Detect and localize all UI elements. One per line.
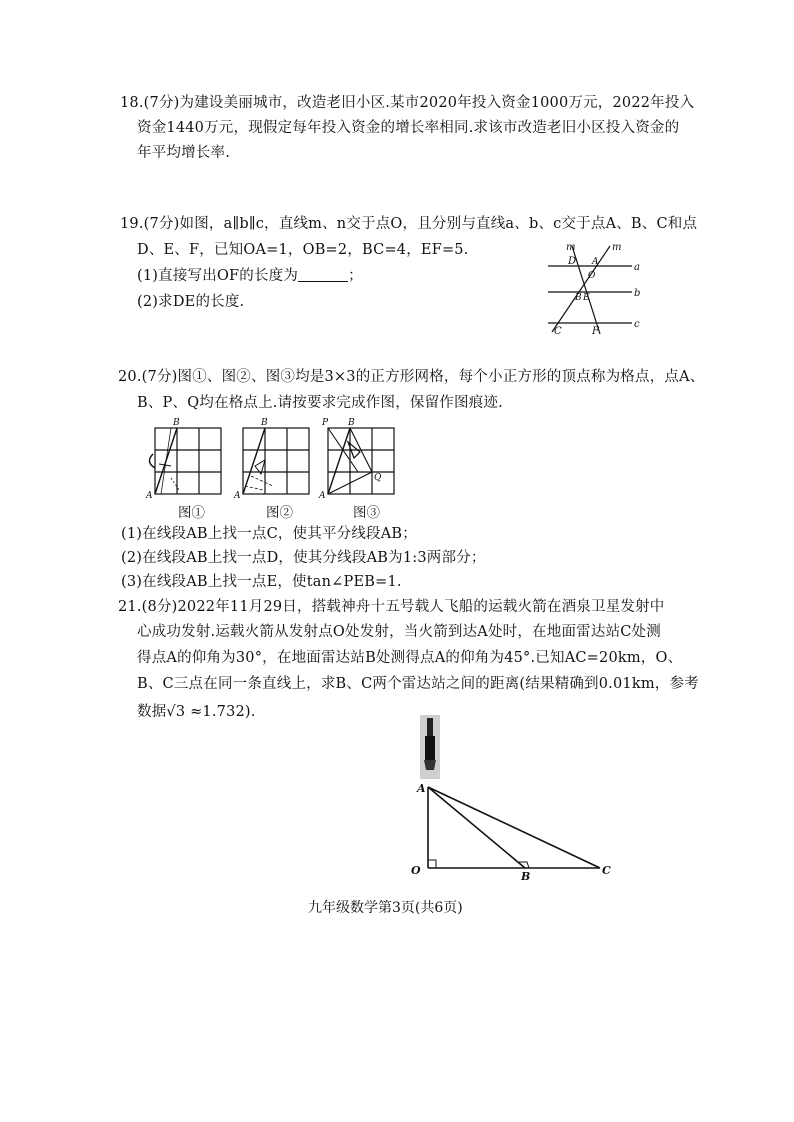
q20-item3: (3)在线段AB上找一点E，使tan∠PEB=1.: [121, 574, 402, 590]
q21-line1: 21.(8分)2022年11月29日，搭载神舟十五号载人飞船的运载火箭在酒泉卫星发射中: [118, 599, 665, 615]
answer-blank[interactable]: [298, 267, 348, 282]
q19-line2: D、E、F，已知OA=1，OB=2，BC=4，EF=5.: [137, 242, 469, 258]
q21-label-B: B: [521, 870, 531, 882]
q21-line5: 数据√3 ≈1.732).: [137, 704, 256, 720]
caption-figure-3: 图③: [353, 505, 380, 521]
grid-figure-1: [145, 416, 229, 500]
q21-line3: 得点A的仰角为30°，在地面雷达站B处测得点A的仰角为45°.已知AC=20km，O、: [137, 650, 683, 666]
label-A: A: [592, 257, 599, 267]
label-C: C: [554, 326, 562, 337]
q20-item1: (1)在线段AB上找一点C，使其平分线段AB；: [121, 526, 417, 542]
grid-figure-2: [233, 416, 317, 500]
label-a: a: [634, 262, 640, 273]
grid3-label-P: P: [322, 418, 329, 428]
q19-line1: 19.(7分)如图，a∥b∥c，直线m、n交于点O，且分别与直线a、b、c交于点A、B、C和点: [120, 216, 698, 232]
grid3-label-Q: Q: [374, 473, 382, 483]
q20-line1: 20.(7分)图①、图②、图③均是3×3的正方形网格，每个小正方形的顶点称为格点，点A、: [118, 369, 705, 385]
q18-line1: 18.(7分)为建设美丽城市，改造老旧小区.某市2020年投入资金1000万元，2022年投入: [120, 95, 695, 111]
grid1-label-B: B: [173, 418, 180, 428]
grid-figure-3: [318, 416, 408, 500]
label-D: D: [568, 256, 577, 267]
grid2-label-B: B: [261, 418, 268, 428]
q21-label-O: O: [411, 864, 421, 877]
q21-line4: B、C三点在同一条直线上，求B、C两个雷达站之间的距离(结果精确到0.01km，参考: [137, 676, 699, 692]
q21-label-A: A: [417, 782, 426, 795]
label-E: E: [583, 293, 590, 303]
q21-radar-figure: [405, 712, 625, 882]
caption-figure-1: 图①: [178, 505, 205, 521]
q21-label-C: C: [602, 864, 611, 877]
q19-parallel-lines-figure: [540, 240, 640, 340]
label-F: F: [592, 326, 599, 337]
label-c: c: [634, 319, 640, 330]
rocket-icon: [420, 715, 440, 779]
q20-item2: (2)在线段AB上找一点D，使其分线段AB为1:3两部分；: [121, 550, 486, 566]
q18-line3: 年平均增长率.: [137, 145, 231, 161]
label-m-left: m: [566, 242, 576, 253]
q20-line2: B、P、Q均在格点上.请按要求完成作图，保留作图痕迹.: [137, 395, 503, 411]
grid3-label-A: A: [319, 491, 326, 500]
label-m-right: m: [612, 242, 622, 253]
grid1-label-A: A: [146, 491, 153, 500]
q19-item1-text: (1)直接写出OF的长度为: [137, 268, 299, 284]
line-m: [552, 246, 610, 332]
grid2-label-A: A: [234, 491, 241, 500]
q19-answer-prompt: [137, 266, 363, 286]
grid3-label-B: B: [348, 418, 355, 428]
label-O: O: [588, 271, 596, 281]
q19-line4: (2)求DE的长度.: [137, 294, 245, 310]
caption-figure-2: 图②: [266, 505, 293, 521]
page-footer: 九年级数学第3页(共6页): [308, 900, 463, 916]
q18-line2: 资金1440万元，现假定每年投入资金的增长率相同.求该市改造老旧小区投入资金的: [137, 120, 680, 136]
q19-item1-end: ；: [348, 268, 363, 284]
label-B: B: [575, 293, 582, 303]
q21-line2: 心成功发射.运载火箭从发射点O处发射，当火箭到达A处时，在地面雷达站C处测: [137, 624, 661, 640]
label-b: b: [634, 288, 640, 299]
